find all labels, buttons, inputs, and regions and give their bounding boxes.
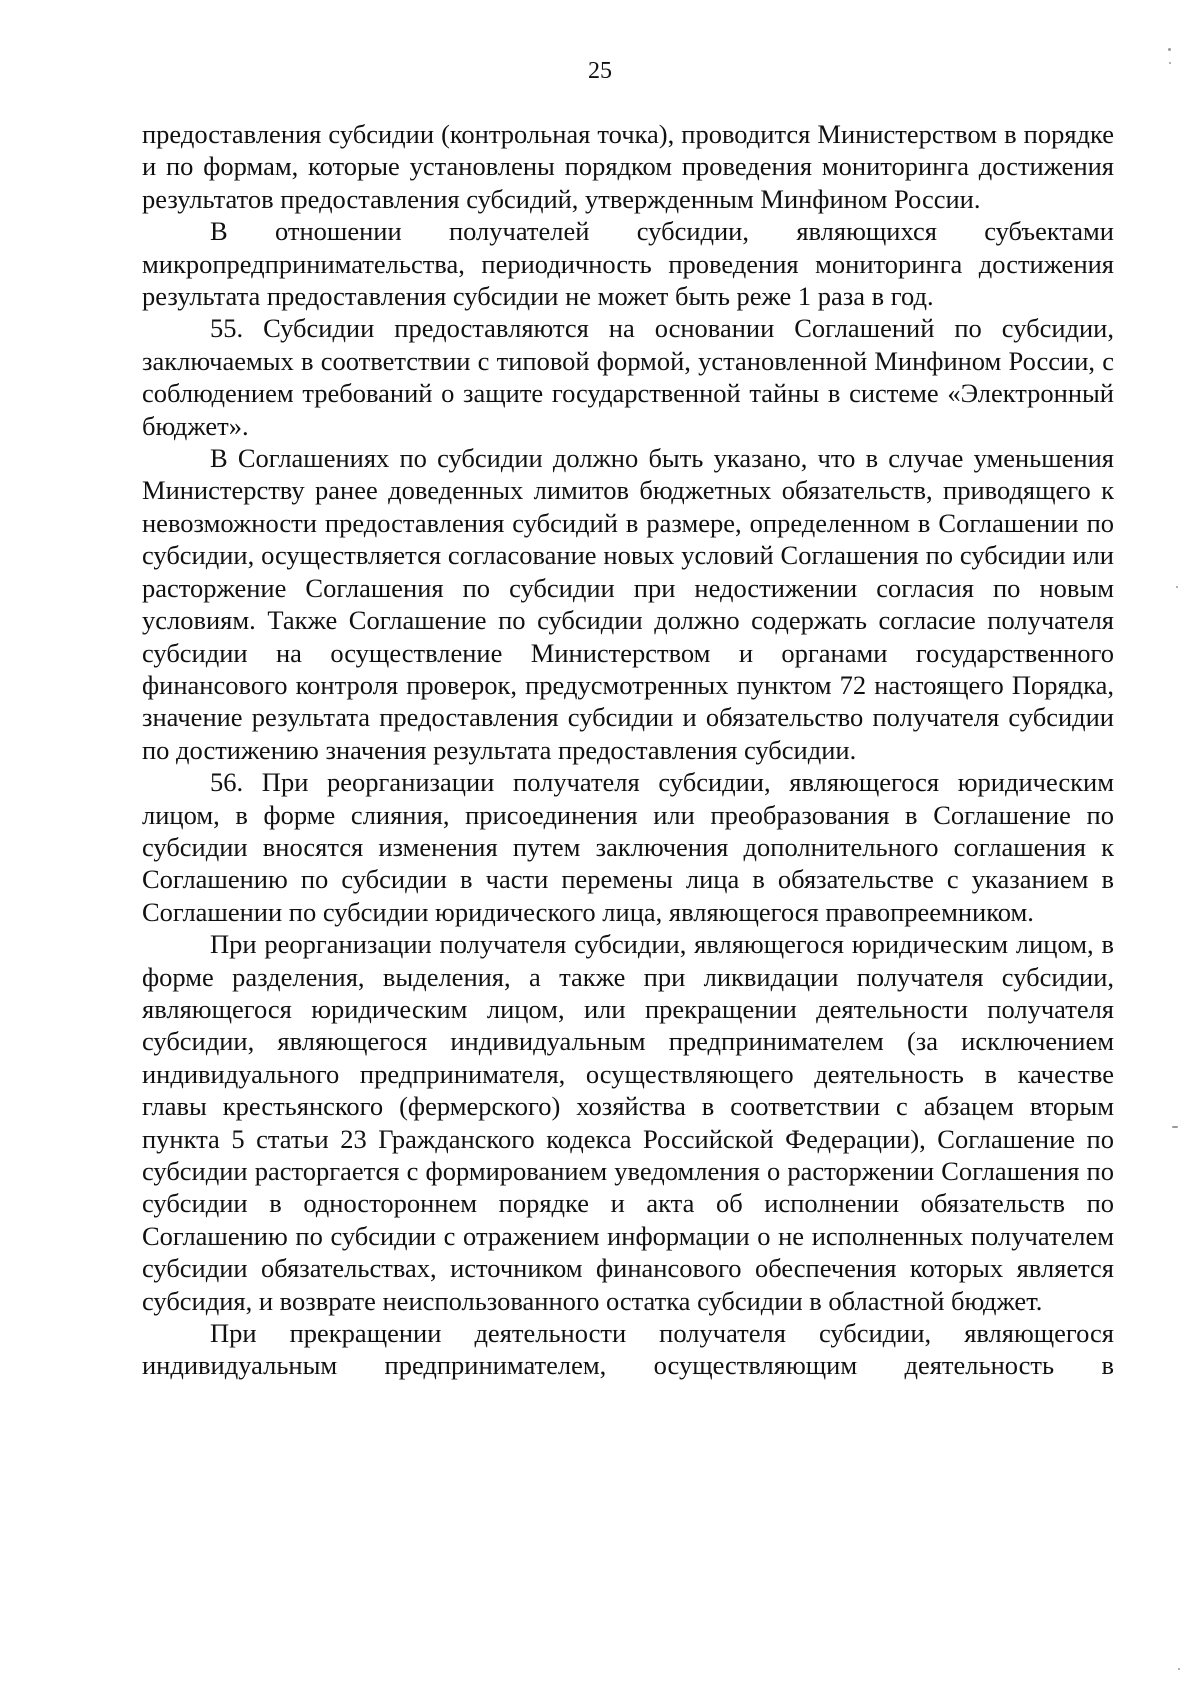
- scan-speck: [1168, 48, 1171, 51]
- document-body: [142, 118, 1114, 1382]
- paragraph-clause-55: 55. Субсидии предоставляются на основании Соглашений по субсидии, заключаемых в соответствии с типовой формой, установленной Минфином России, с соблюдением требований о защите государственной тайны в системе «Электронный бюджет».: [142, 313, 1114, 441]
- scan-speck: [1178, 1668, 1180, 1670]
- paragraph-entrepreneur-termination: При прекращении деятельности получателя субсидии, являющегося индивидуальным предпринимателем, осуществляющим деятельность в: [142, 1318, 1114, 1381]
- page-number: 25: [588, 58, 612, 84]
- scan-speck: [1172, 1126, 1178, 1128]
- paragraph-continuation: предоставления субсидии (контрольная точка), проводится Министерством в порядке и по формам, которые установлены порядком проведения мониторинга достижения результатов предоставления субсидий, утвержденным Минфином России.: [142, 119, 1114, 214]
- paragraph-reorganization-termination: При реорганизации получателя субсидии, являющегося юридическим лицом, в форме разделения, выделения, а также при ликвидации получателя субсидии, являющегося юридическим лицом, или прекращении деятельности получателя субсидии, являющегося индивидуальным предпринимателем (за исключением индивидуального предпринимателя, осуществляющего деятельность в качестве главы крестьянского (фермерского) хозяйства в соответствии с абзацем вторым пункта 5 статьи 23 Гражданского кодекса Российской Федерации), Соглашение по субсидии расторгается с формированием уведомления о расторжении Соглашения по субсидии в одностороннем порядке и акта об исполнении обязательств по Соглашению по субсидии с отражением информации о не исполненных получателем субсидии обязательствах, источником финансового обеспечения которых является субсидия, и возврате неиспользованного остатка субсидии в областной бюджет.: [142, 929, 1114, 1316]
- paragraph-monitoring-frequency: В отношении получателей субсидии, являющихся субъектами микропредпринимательства, периодичность проведения мониторинга достижения результата предоставления субсидии не может быть реже 1 раза в год.: [142, 216, 1114, 312]
- scan-speck: [1169, 62, 1171, 64]
- paragraph-agreement-terms: В Соглашениях по субсидии должно быть указано, что в случае уменьшения Министерству ранее доведенных лимитов бюджетных обязательств, приводящего к невозможности предоставления субсидий в размере, определенном в Соглашении по субсидии, осуществляется согласование новых условий Соглашения по субсидии или расторжение Соглашения по субсидии при недостижении согласия по новым условиям. Также Соглашение по субсидии должно содержать согласие получателя субсидии на осуществление Министерством и органами государственного финансового контроля проверок, предусмотренных пунктом 72 настоящего Порядка, значение результата предоставления субсидии и обязательство получателя субсидии по достижению значения результата предоставления субсидии.: [142, 443, 1114, 765]
- scan-speck: [1176, 586, 1178, 588]
- paragraph-clause-56: 56. При реорганизации получателя субсидии, являющегося юридическим лицом, в форме слияния, присоединения или преобразования в Соглашение по субсидии вносятся изменения путем заключения дополнительного соглашения к Соглашению по субсидии в части перемены лица в обязательстве с указанием в Соглашении по субсидии юридического лица, являющегося правопреемником.: [142, 767, 1114, 927]
